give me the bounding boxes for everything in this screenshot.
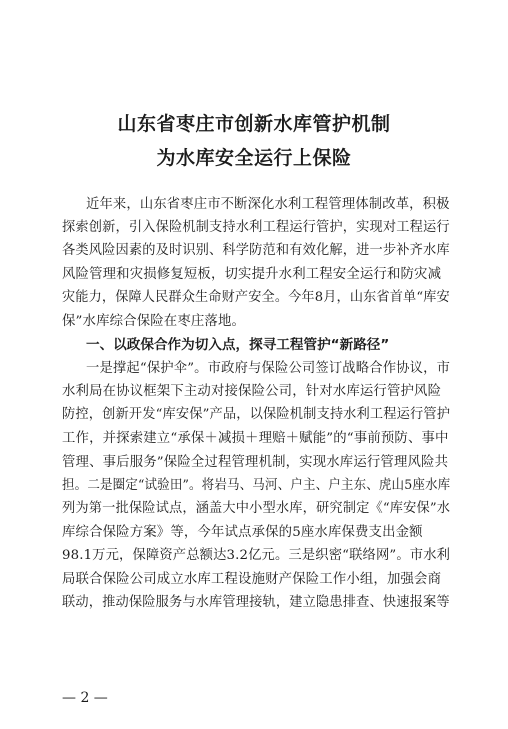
paragraph-2-line: 工作，并探索建立“承保＋减损＋理赔＋赋能”的“事前预防、事中 bbox=[62, 431, 449, 446]
paragraph-2-line: 担。二是圈定“试验田”。将岩马、马河、户主、户主东、虎山5座水库 bbox=[62, 478, 451, 493]
section-1-heading: 一、以政保合作为切入点，探寻工程管护“新路径” bbox=[86, 337, 390, 353]
paragraph-1-line: 灾能力，保障人民群众生命财产安全。今年8月，山东省首单“库安 bbox=[62, 290, 450, 305]
document-title-line-1: 山东省枣庄市创新水库管护机制 bbox=[117, 113, 391, 135]
paragraph-1-line: 风险管理和灾损修复短板，切实提升水利工程安全运行和防灾减 bbox=[62, 267, 442, 282]
paragraph-1-line: 各类风险因素的及时识别、科学防范和有效化解，进一步补齐水库 bbox=[62, 243, 450, 258]
paragraph-2-line: 98.1万元，保障资产总额达3.2亿元。三是织密“联络网”。市水利 bbox=[62, 548, 451, 563]
page-number: — 2 — bbox=[62, 690, 108, 706]
paragraph-2-line: 水利局在协议框架下主动对接保险公司，针对水库运行管护风险 bbox=[62, 384, 442, 399]
paragraph-1-line: 探索创新，引入保险机制支持水利工程运行管护，实现对工程运行 bbox=[62, 220, 450, 235]
document-title-line-2: 为水库安全运行上保险 bbox=[156, 147, 352, 169]
paragraph-2-line: 防控，创新开发“库安保”产品，以保险机制支持水利工程运行管护 bbox=[62, 407, 451, 422]
paragraph-2-line: 局联合保险公司成立水库工程设施财产保险工作小组，加强会商 bbox=[62, 572, 442, 587]
paragraph-2-line: 管理、事后服务”保险全过程管理机制，实现水库运行管理风险共 bbox=[62, 455, 449, 470]
paragraph-2-line: 联动，推动保险服务与水库管理接轨，建立隐患排查、快速报案等 bbox=[62, 595, 450, 610]
paragraph-1-line: 保”水库综合保险在枣庄落地。 bbox=[62, 314, 246, 329]
paragraph-1-line: 近年来，山东省枣庄市不断深化水利工程管理体制改革，积极 bbox=[86, 197, 450, 212]
paragraph-2-line: 一是撑起“保护伞”。市政府与保险公司签订战略合作协议，市 bbox=[86, 361, 451, 376]
paragraph-2-line: 库综合保险方案》等，今年试点承保的5座水库保费支出金额 bbox=[62, 525, 423, 540]
paragraph-2-line: 列为第一批保险试点，涵盖大中小型水库，研究制定《“库安保”水 bbox=[62, 501, 451, 516]
